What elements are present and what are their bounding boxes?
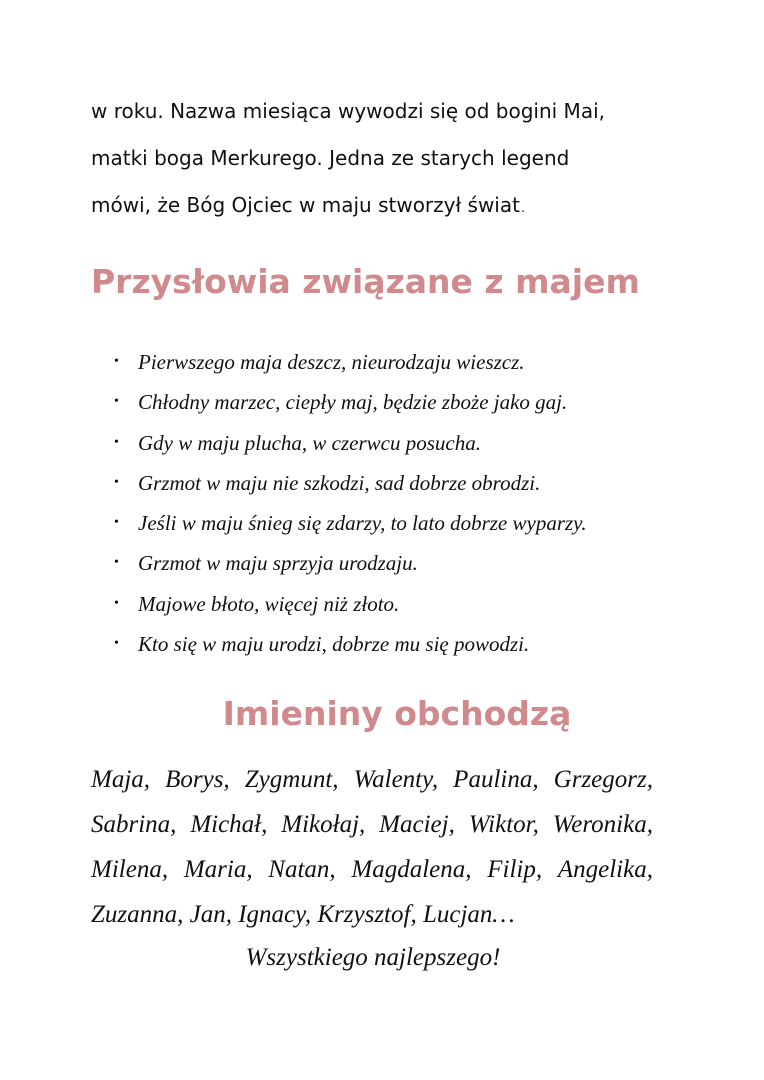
bullet-icon: • bbox=[114, 394, 119, 410]
name-word: Zuzanna, Jan, Ignacy, Krzysztof, Lucjan… bbox=[91, 901, 515, 928]
list-item bbox=[110, 463, 587, 503]
name-word: Milena, bbox=[91, 856, 169, 883]
proverbs-list bbox=[110, 342, 587, 664]
name-word: Angelika, bbox=[557, 856, 653, 883]
proverb-text: Kto się w maju urodzi, dobrze mu się powodzi. bbox=[138, 632, 530, 657]
list-item bbox=[110, 382, 587, 422]
closing-wish: Wszystkiego najlepszego! bbox=[245, 944, 501, 971]
name-word: Zygmunt, bbox=[244, 766, 339, 793]
name-word: Natan, bbox=[268, 856, 336, 883]
bullet-icon: • bbox=[114, 636, 119, 652]
name-word: Weronika, bbox=[552, 811, 653, 838]
proverb-text: Grzmot w maju nie szkodzi, sad dobrze obrodzi. bbox=[138, 470, 541, 495]
names-line bbox=[91, 802, 653, 847]
proverb-text: Majowe błoto, więcej niż złoto. bbox=[138, 591, 400, 616]
list-item bbox=[110, 584, 587, 624]
list-item bbox=[110, 423, 587, 463]
name-word: Michał, bbox=[190, 811, 268, 838]
bullet-icon: • bbox=[114, 555, 119, 571]
name-word: Sabrina, bbox=[91, 811, 177, 838]
proverb-text: Grzmot w maju sprzyja urodzaju. bbox=[138, 551, 418, 576]
name-word: Borys, bbox=[165, 766, 230, 793]
bullet-icon: • bbox=[114, 354, 119, 369]
bullet-icon: • bbox=[114, 595, 119, 611]
names-line bbox=[91, 892, 653, 937]
names-line bbox=[91, 847, 653, 892]
proverb-text: Jeśli w maju śnieg się zdarzy, to lato dobrze wyparzy. bbox=[138, 511, 587, 536]
name-word: Grzegorz, bbox=[553, 766, 653, 793]
intro-trailing-mark: . bbox=[520, 201, 525, 215]
name-word: Mikołaj, bbox=[281, 811, 366, 838]
intro-paragraph bbox=[91, 88, 691, 232]
name-days-heading: Imieniny obchodzą bbox=[222, 694, 572, 733]
name-word: Filip, bbox=[487, 856, 543, 883]
list-item bbox=[110, 543, 587, 583]
bullet-icon: • bbox=[114, 434, 119, 450]
intro-line bbox=[91, 182, 691, 232]
proverb-text: Chłodny marzec, ciepły maj, będzie zboże jako gaj. bbox=[138, 390, 568, 415]
name-word: Magdalena, bbox=[351, 856, 472, 883]
name-word: Walenty, bbox=[353, 766, 439, 793]
name-word: Maciej, bbox=[379, 811, 455, 838]
proverbs-heading: Przysłowia związane z majem bbox=[91, 262, 640, 301]
list-item bbox=[110, 503, 587, 543]
name-days-paragraph bbox=[91, 757, 653, 937]
intro-line: w roku. Nazwa miesiąca wywodzi się od bogini Mai, bbox=[91, 99, 605, 123]
list-item bbox=[110, 624, 587, 664]
bullet-icon: • bbox=[114, 515, 119, 531]
name-word: Paulina, bbox=[453, 766, 539, 793]
name-word: Maja, bbox=[91, 766, 151, 793]
bullet-icon: • bbox=[114, 474, 119, 490]
names-line bbox=[91, 757, 653, 802]
proverb-text: Pierwszego maja deszcz, nieurodzaju wieszcz. bbox=[138, 350, 525, 374]
intro-line-text: mówi, że Bóg Ojciec w maju stworzył świat bbox=[91, 193, 520, 217]
intro-line: matki boga Merkurego. Jedna ze starych legend bbox=[91, 146, 570, 170]
name-word: Maria, bbox=[183, 856, 253, 883]
name-word: Wiktor, bbox=[468, 811, 539, 838]
proverb-text: Gdy w maju plucha, w czerwcu posucha. bbox=[138, 430, 481, 455]
list-item bbox=[110, 342, 587, 382]
